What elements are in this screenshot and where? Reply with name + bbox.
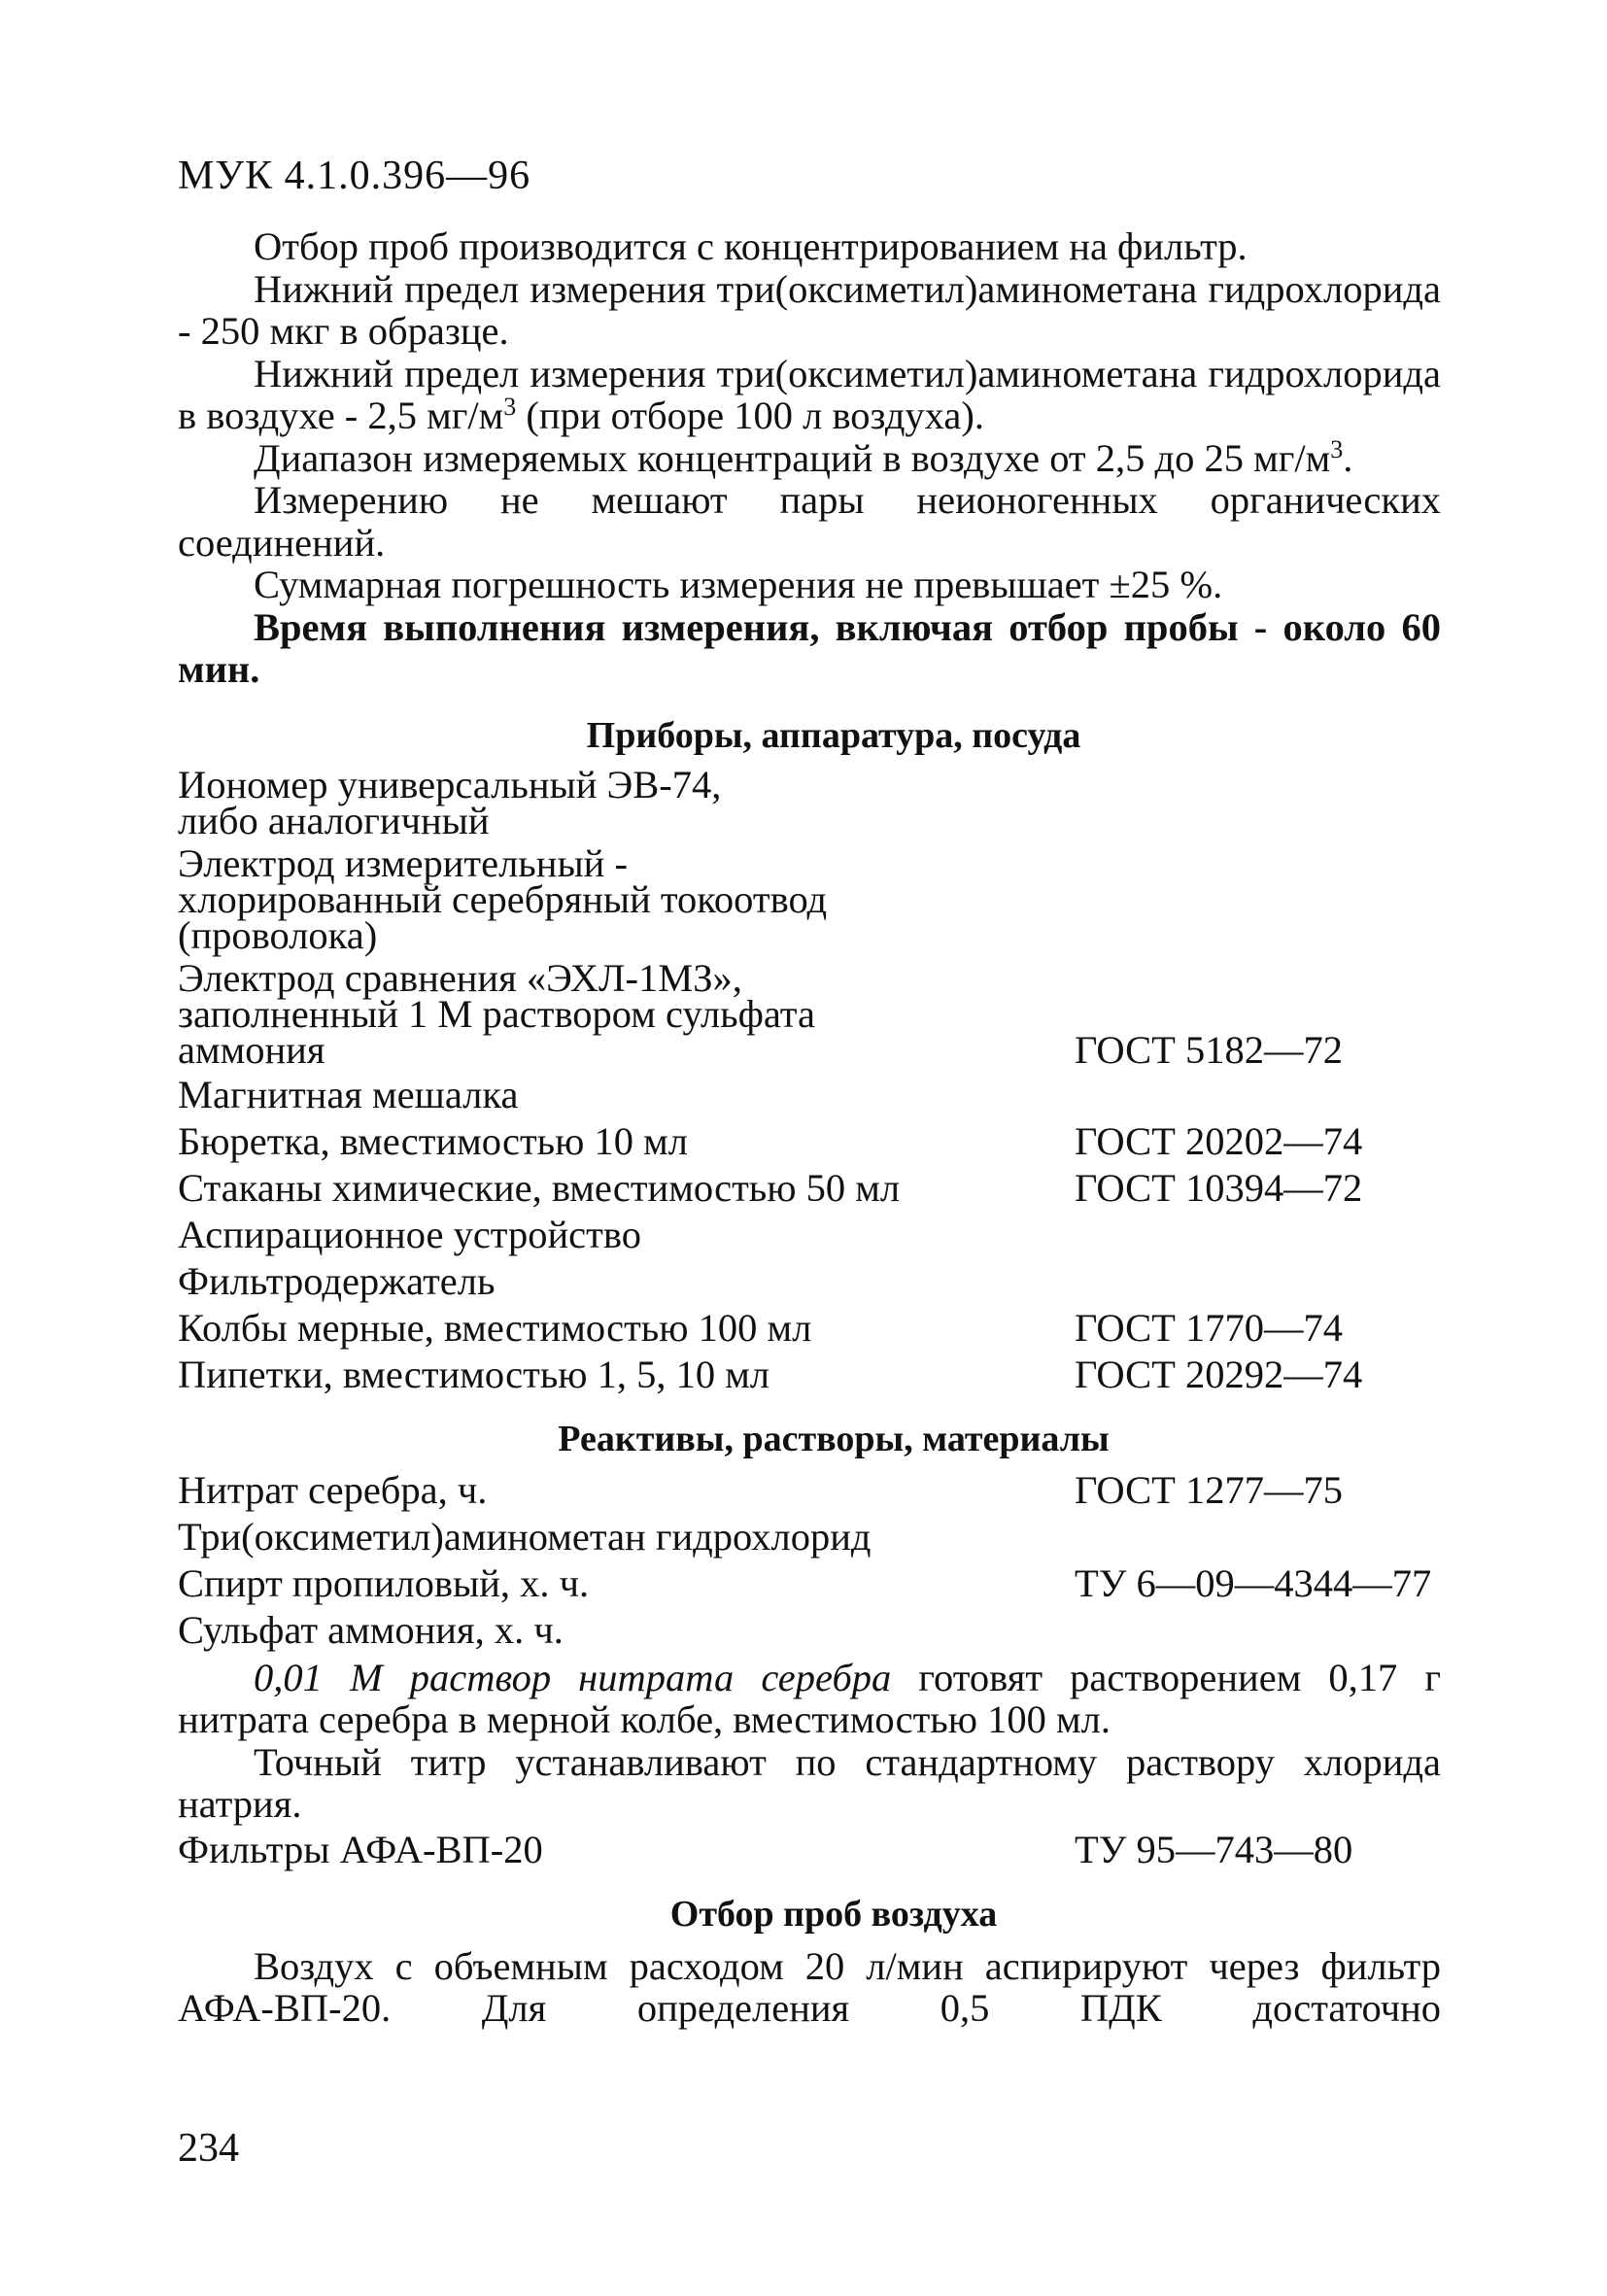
reagent-row — [178, 1514, 1441, 1559]
equipment-standard: ГОСТ 20292—74 — [1075, 1352, 1363, 1396]
equipment-name: Магнитная мешалка — [178, 1072, 519, 1116]
equipment-name: Фильтродержатель — [178, 1258, 496, 1303]
page-body — [178, 225, 1441, 2030]
equipment-name: Аспирационное устройство — [178, 1212, 641, 1256]
equipment-row — [178, 1305, 1441, 1350]
document-header: МУК 4.1.0.396—96 — [178, 154, 531, 198]
reagent-row — [178, 1607, 1441, 1652]
equipment-row — [178, 955, 1441, 1072]
reagent-name: Спирт пропиловый, х. ч. — [178, 1560, 590, 1605]
range-text: Диапазон измеряемых концентраций в воздухе от 2,5 до 25 $мг/м^3$. — [254, 434, 1353, 480]
equipment-standard: ГОСТ 10394—72 — [1075, 1165, 1363, 1210]
reagent-row — [178, 1467, 1441, 1512]
equipment-name: Электрод измерительный - хлорированный серебряный токоотвод (проволока) — [178, 840, 828, 957]
equipment-standard: ГОСТ 5182—72 — [1075, 1027, 1344, 1072]
equipment-row — [178, 1072, 1441, 1116]
equipment-name: Бюретка, вместимостью 10 мл — [178, 1118, 688, 1163]
equipment-row — [178, 1354, 1441, 1394]
intro-paragraph-2: Нижний предел измерения три(оксиметил)аминометана гидрохлорида - 250 мкг в образце. — [178, 266, 1441, 353]
equipment-name: Электрод сравнения «ЭХЛ-1МЗ», заполненный 1 М раствором сульфата аммония — [178, 955, 815, 1072]
solution-text: готовят растворением 0,17 г нитрата серебра в мерной колбе, вместимостью 100 мл. — [178, 1655, 1441, 1741]
equipment-row — [178, 1258, 1441, 1303]
equipment-name: Колбы мерные, вместимостью 100 мл — [178, 1305, 812, 1350]
intro-paragraph-3 — [178, 353, 1441, 437]
reagent-name: Нитрат серебра, ч. — [178, 1467, 488, 1512]
equipment-name: Пипетки, вместимостью 1, 5, 10 мл — [178, 1352, 770, 1396]
filters-name: Фильтры АФА-ВП-20 — [178, 1827, 543, 1871]
intro-paragraph-5: Измерению не мешают пары неионогенных органических соединений. — [178, 478, 1441, 565]
equipment-row — [178, 840, 1441, 957]
reagent-standard: ТУ 6—09—4344—77 — [1075, 1560, 1432, 1605]
filters-standard: ТУ 95—743—80 — [1075, 1827, 1353, 1871]
equipment-heading: Приборы, аппаратура, посуда — [586, 714, 1081, 756]
reagent-name: Сульфат аммония, х. ч. — [178, 1607, 564, 1652]
equipment-standard: ГОСТ 20202—74 — [1075, 1118, 1363, 1163]
page-number: 234 — [178, 2126, 239, 2171]
intro-paragraph-1: Отбор проб производится с концентрированием на фильтр. — [254, 224, 1248, 268]
reagent-name: Три(оксиметил)аминометан гидрохлорид — [178, 1514, 872, 1559]
equipment-row — [178, 1212, 1441, 1256]
intro-paragraph-7: Время выполнения измерения, включая отбор пробы - около 60 мин. — [178, 604, 1441, 691]
intro-paragraph-4 — [178, 434, 1441, 480]
equipment-standard: ГОСТ 1770—74 — [1075, 1305, 1344, 1350]
titer-paragraph: Точный титр устанавливают по стандартному раствору хлорида натрия. — [178, 1739, 1441, 1826]
lower-limit-air-text: Нижний предел измерения три(оксиметил)аминометана гидрохлорида в воздухе - 2,5 $мг/м^3$ (при отборе 100 л воздуха). — [178, 351, 1441, 437]
equipment-name: Иономер универсальный ЭВ-74, либо аналогичный — [178, 762, 722, 842]
equipment-row — [178, 1118, 1441, 1163]
sampling-heading: Отбор проб воздуха — [669, 1893, 998, 1935]
filters-row — [178, 1827, 1441, 1871]
solution-paragraph — [178, 1657, 1441, 1741]
solution-name: 0,01 М раствор нитрата серебра — [254, 1655, 892, 1699]
equipment-row — [178, 762, 1441, 842]
equipment-row — [178, 1165, 1441, 1210]
equipment-name: Стаканы химические, вместимостью 50 мл — [178, 1165, 901, 1210]
reagent-standard: ГОСТ 1277—75 — [1075, 1467, 1344, 1512]
sampling-paragraph: Воздух с объемным расходом 20 л/мин аспирируют через фильтр АФА-ВП-20. Для определения 0,5 ПДК достаточно — [178, 1943, 1441, 2030]
reagents-heading: Реактивы, растворы, материалы — [558, 1418, 1110, 1459]
reagent-row — [178, 1560, 1441, 1605]
intro-paragraph-6: Суммарная погрешность измерения не превышает ±25 %. — [254, 563, 1223, 606]
